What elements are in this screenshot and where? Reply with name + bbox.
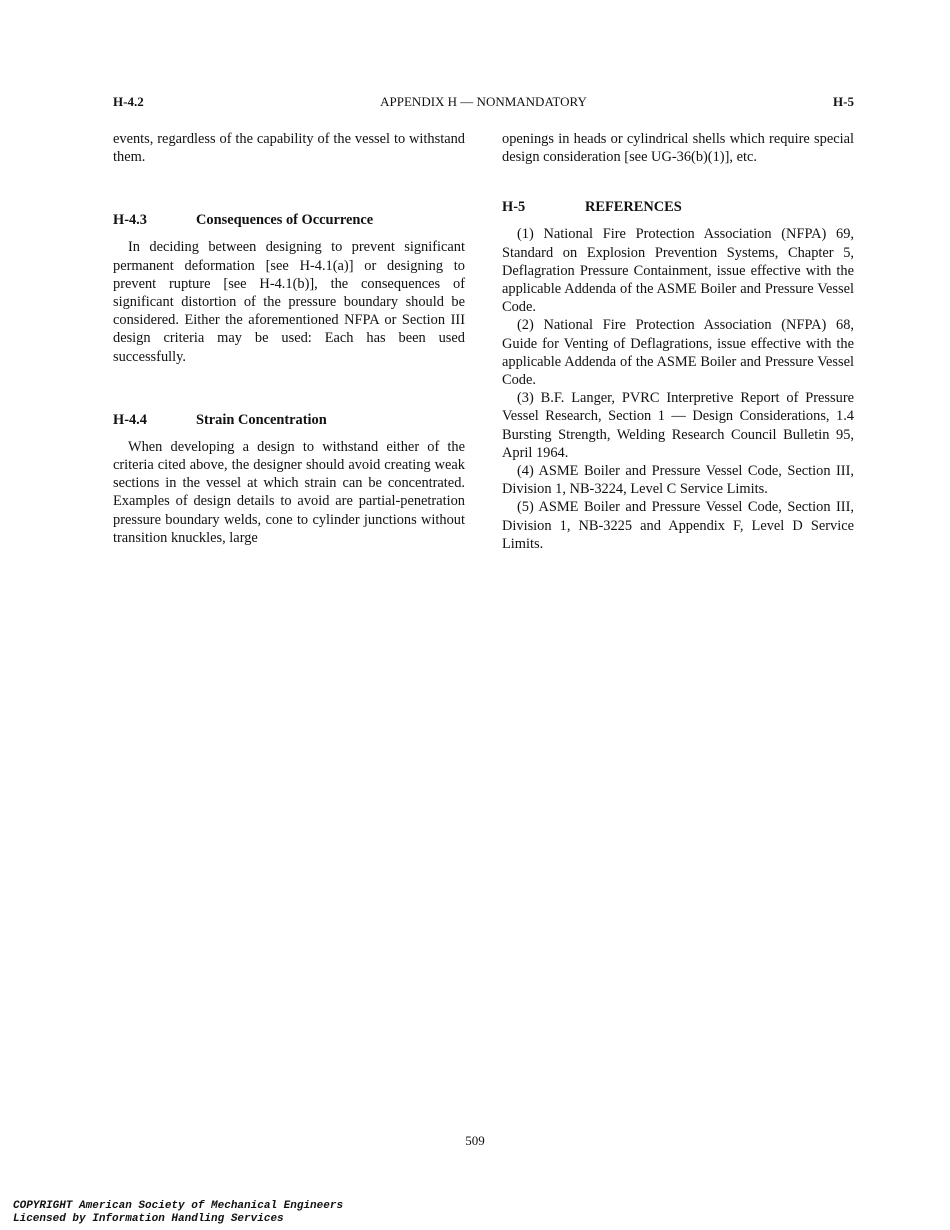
left-column-intro: events, regardless of the capability of the vessel to withstand them. [113, 131, 465, 166]
section-number: H-4.3 [113, 212, 147, 229]
section-title: Strain Concentration [196, 411, 327, 428]
section-body-h-4-4: When developing a design to withstand either of the criteria cited above, the designer should avoid creating weak sections in the vessel at which strain can be concentrated. Examples of design details to avoid are partial-penetration pressure boundary welds, cone to cylinder junctions without transition knuckles, large [113, 438, 465, 546]
section-heading-h-4-4 [113, 411, 465, 429]
reference-item-3: (3) B.F. Langer, PVRC Interpretive Report of Pressure Vessel Research, Section 1 — Design Considerations, 1.4 Bursting Strength, Welding Research Council Bulletin 95, April 1964. [502, 390, 854, 461]
section-body-h-4-3: In deciding between designing to prevent significant permanent deformation [see H-4.1(a)] or designing to prevent rupture [see H-4.1(b)], the consequences of significant distortion of the pressure boundary should be considered. Either the aforementioned NFPA or Section III design criteria may be used: Each has been used successfully. [113, 239, 465, 365]
header-section-left: H-4.2 [113, 94, 144, 109]
footer-license-line: Licensed by Information Handling Services [13, 1212, 284, 1225]
header-title: APPENDIX H — NONMANDATORY [380, 94, 587, 109]
section-title: Consequences of Occurrence [196, 212, 374, 229]
page-number: 509 [465, 1133, 485, 1148]
running-header [113, 94, 854, 112]
section-number: H-5 [502, 199, 526, 216]
copyright-footer [13, 1200, 343, 1225]
section-number: H-4.4 [113, 411, 147, 428]
footer-copyright-line: COPYRIGHT American Society of Mechanical Engineers [13, 1200, 344, 1212]
reference-item-1: (1) National Fire Protection Association (NFPA) 69, Standard on Explosion Prevention Systems, Chapter 5, Deflagration Pressure Containment, issue effective with the applicable Addenda of the ASME Boiler and Pressure Vessel Code. [502, 226, 854, 316]
header-section-right: H-5 [833, 94, 854, 109]
reference-item-4: (4) ASME Boiler and Pressure Vessel Code, Section III, Division 1, NB-3224, Level C Service Limits. [502, 463, 854, 498]
right-column-intro: openings in heads or cylindrical shells which require special design consideration [see UG-36(b)(1)], etc. [502, 131, 854, 166]
section-heading-h-4-3 [113, 211, 465, 229]
left-column [113, 130, 465, 547]
section-heading-h-5 [502, 198, 854, 216]
reference-item-5: (5) ASME Boiler and Pressure Vessel Code, Section III, Division 1, NB-3225 and Appendix F, Level D Service Limits. [502, 499, 854, 552]
right-column [502, 130, 854, 553]
section-title: REFERENCES [585, 199, 682, 216]
reference-item-2: (2) National Fire Protection Association (NFPA) 68, Guide for Venting of Deflagrations, issue effective with the applicable Addenda of the ASME Boiler and Pressure Vessel Code. [502, 317, 854, 389]
